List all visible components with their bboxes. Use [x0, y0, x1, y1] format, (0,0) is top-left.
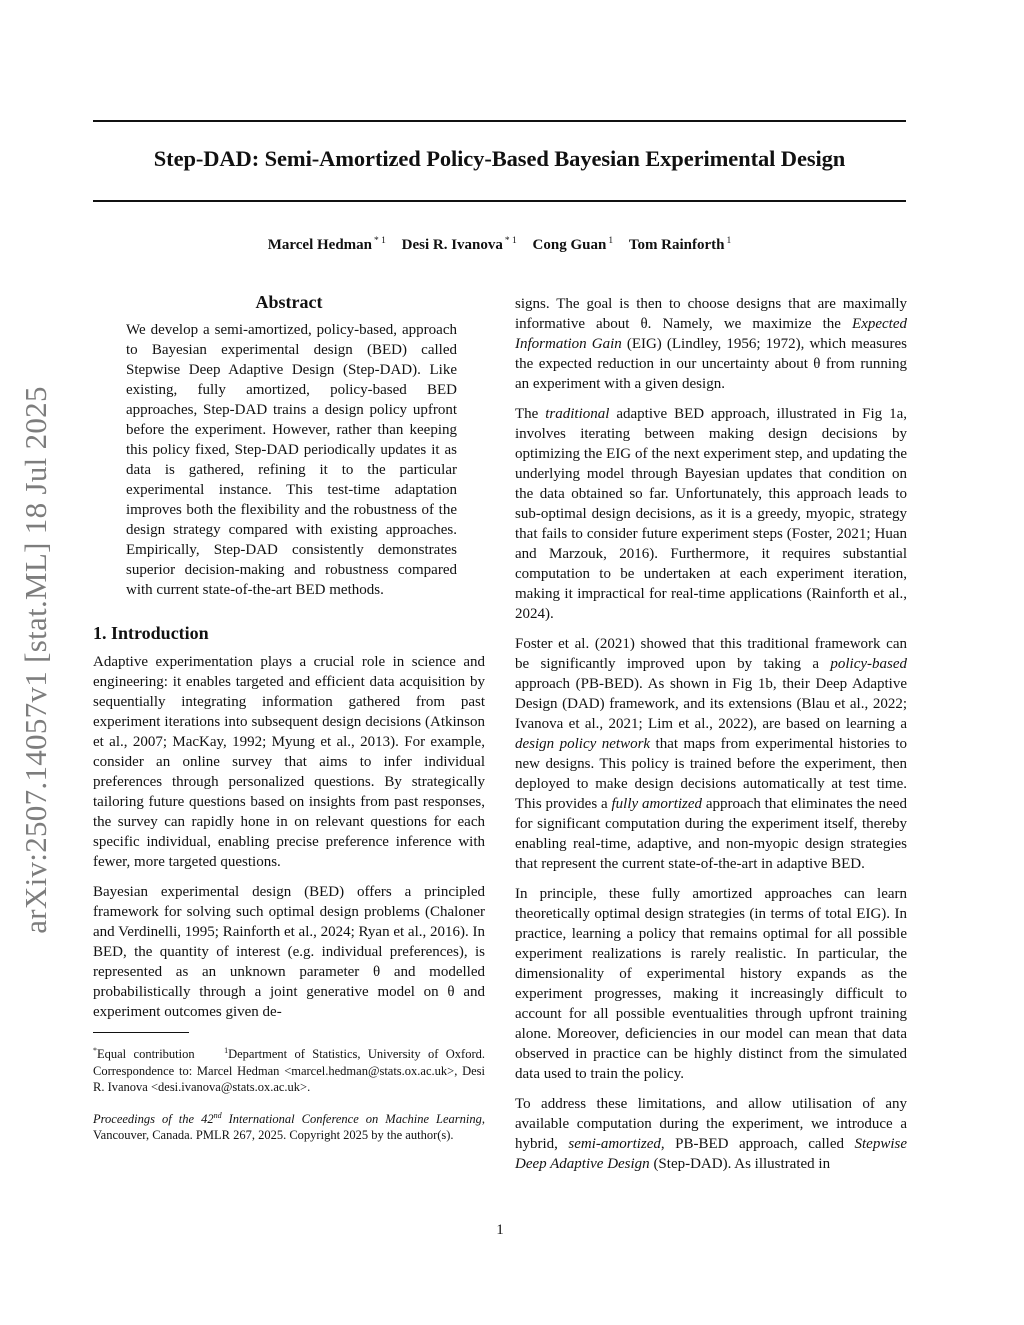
- title-bottom-rule: [93, 200, 906, 202]
- author: Cong Guan $^1$: [532, 236, 614, 253]
- page-number: 1: [496, 1222, 504, 1238]
- paper-title: Step-DAD: Semi-Amortized Policy-Based Bayesian Experimental Design: [153, 146, 846, 171]
- abstract-heading: Abstract: [255, 292, 323, 312]
- abstract-text: We develop a semi-amortized, policy-based, approach to Bayesian experimental design (BED) called Stepwise Deep Adaptive Design (Step-DAD). Like existing, fully amortized, policy-based BED approaches, Step-DAD trains a design policy upfront before the experiment. However, rather than keeping this policy fixed, Step-DAD periodically updates it as data is gathered, refining it to the particular experimental instance. This test-time adaptation improves both the flexibility and the robustness of the design strategy compared with existing approaches. Empirically, Step-DAD consistently demonstrates superior decision-making and robustness compared with current state-of-the-art BED methods.: [126, 322, 457, 598]
- author: Tom Rainforth $^1$: [628, 236, 732, 253]
- section-heading-introduction: 1. Introduction: [93, 623, 209, 643]
- author: Marcel Hedman $^{* 1}$: [267, 236, 386, 253]
- intro-paragraph-2: Bayesian experimental design (BED) offers a principled framework for solving such optimal design problems (Chaloner and Verdinelli, 1995; Rainforth et al., 2024; Ryan et al., 2016). In BED, the quantity of interest (e.g. individual preferences), is represented as an unknown parameter θ and modelled probabilistically through a joint generative model on θ and experiment outcomes given de-: [93, 884, 485, 1020]
- footnote-affiliations: *Equal contribution $^1$Department of Statistics, University of Oxford. Correspondence to: Marcel Hedman <marcel.hedman@stats.ox.ac.uk>, Desi R. Ivanova <desi.ivanova@stats.ox.ac.uk>.: [93, 1046, 486, 1095]
- author-list: [93, 236, 906, 254]
- intro-paragraph-1: Adaptive experimentation plays a crucial role in science and engineering: it enables targeted and efficient data acquisition by sequentially integrating information gathered from past experiment iterations into subsequent design decisions (Atkinson et al., 2007; MacKay, 1992; Myung et al., 2013). For example, consider an online survey that aims to infer individual preferences through personalized questions. By strategically tailoring future questions based on insights from past responses, the survey can rapidly hone in on relevant questions for each specific individual, enabling precise preference inference with fewer, more targeted questions.: [93, 654, 485, 870]
- footnote-rule: [93, 1032, 189, 1033]
- body-paragraph: In principle, these fully amortized approaches can learn theoretically optimal design strategies (in terms of total EIG). In practice, learning a policy that remains optimal for all possible experiment realizations is rarely realistic. In particular, the dimensionality of experimental history expands as the experiment progresses, making it increasingly difficult to account for all possible eventualities through upfront training alone. Moreover, deficiencies in our model can mean that data observed in practice can be highly distinct from the simulated data used to train the policy.: [515, 886, 907, 1082]
- body-paragraph: signs. The goal is then to choose designs that are maximally informative about θ. Namely, we maximize the Expected Information Gain (EIG) (Lindley, 1956; 1972), which measures the expected reduction in our uncertainty about θ from running an experiment with a given design.: [515, 296, 907, 392]
- footnote-proceedings: Proceedings of the 42nd International Conference on Machine Learning, Vancouver, Canada. PMLR 267, 2025. Copyright 2025 by the author(s).: [93, 1110, 486, 1143]
- right-column: [515, 294, 907, 1184]
- arxiv-stamp: arXiv:2507.14057v1 [stat.ML] 18 Jul 2025: [18, 386, 53, 934]
- left-column: [93, 290, 485, 1156]
- body-paragraph: The traditional adaptive BED approach, illustrated in Fig 1a, involves iterating between making design decisions by optimizing the EIG of the next experiment step, and updating the underlying model through Bayesian updates that condition on the data obtained so far. Unfortunately, this approach leads to sub-optimal design decisions, as it is a greedy, myopic, strategy that fails to consider future experiment steps (Foster, 2021; Huan and Marzouk, 2016). Furthermore, it requires substantial computation to be undertaken at each experiment iteration, making it impractical for real-time applications (Rainforth et al., 2024).: [515, 406, 907, 622]
- body-paragraph: Foster et al. (2021) showed that this traditional framework can be significantly improved upon by taking a policy-based approach (PB-BED). As shown in Fig 1b, their Deep Adaptive Design (DAD) framework, and its extensions (Blau et al., 2022; Ivanova et al., 2021; Lim et al., 2022), are based on learning a design policy network that maps from experimental histories to new designs. This policy is trained before the experiment, then deployed to make design decisions automatically at test time. This provides a fully amortized approach that eliminates the need for significant computation during the experiment itself, thereby enabling real-time, adaptive, and non-myopic design strategies that represent the current state-of-the-art in adaptive BED.: [515, 636, 907, 872]
- author: Desi R. Ivanova $^{* 1}$: [401, 236, 517, 253]
- title-top-rule: [93, 120, 906, 122]
- abstract-body: [126, 320, 457, 600]
- body-paragraph: To address these limitations, and allow utilisation of any available computation during the experiment, we introduce a hybrid, semi-amortized, PB-BED approach, called Stepwise Deep Adaptive Design (Step-DAD). As illustrated in: [515, 1096, 907, 1172]
